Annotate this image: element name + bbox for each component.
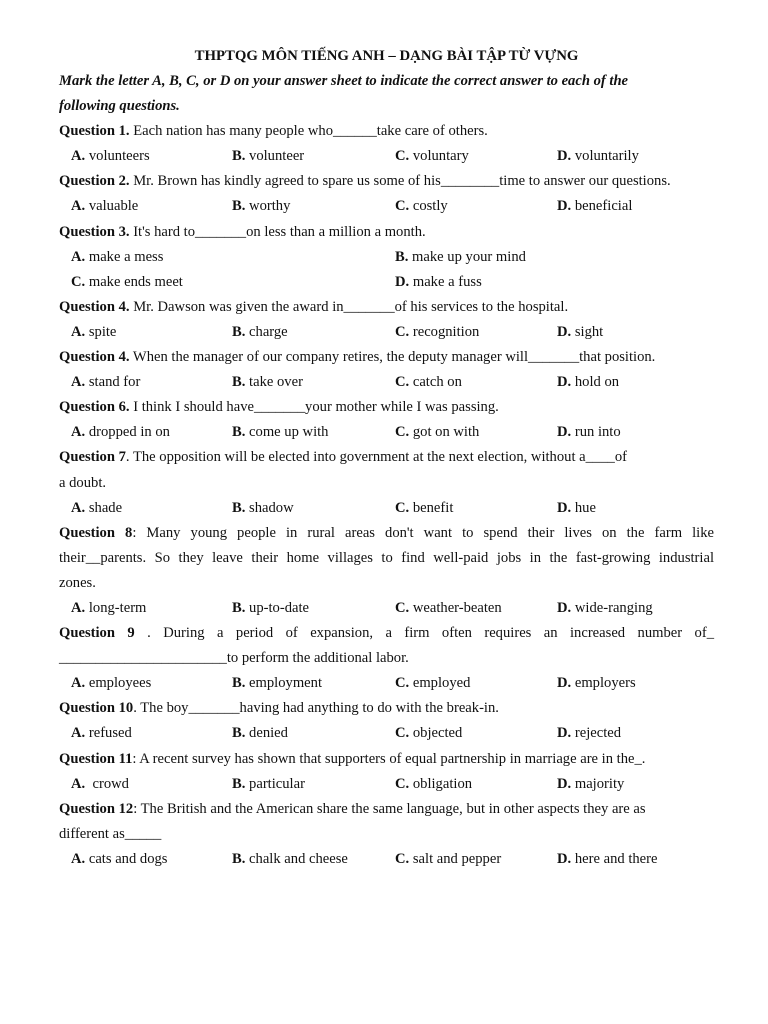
option-b: B. worthy	[232, 198, 291, 215]
option-d: D. voluntarily	[557, 148, 639, 165]
instruction-line-1: Mark the letter A, B, C, or D on your answer sheet to indicate the correct answer to each of the	[59, 73, 629, 89]
option-b: B. take over	[232, 374, 303, 391]
question-3-options-row-2	[59, 270, 714, 295]
question-8-stem-end: zones.	[59, 574, 96, 591]
question-8-stem-continued: their__parents. So they leave their home villages to find well-paid jobs in the fast-growing industrial	[59, 549, 714, 566]
option-c: C. voluntary	[395, 148, 469, 165]
question-4-stem	[59, 295, 714, 320]
question-2-stem	[59, 169, 714, 194]
option-d: D. wide-ranging	[557, 599, 653, 616]
option-d: D. rejected	[557, 725, 622, 742]
option-d: D. majority	[557, 775, 625, 792]
question-1-options	[59, 144, 714, 169]
option-c: C. got on with	[395, 424, 480, 441]
option-a: A. shade	[71, 499, 123, 516]
option-b: B. make up your mind	[395, 248, 526, 265]
question-label: Question 7	[59, 449, 126, 466]
option-c: C. costly	[395, 198, 448, 215]
question-label: Question 6.	[59, 399, 130, 416]
option-b: B. denied	[232, 725, 288, 742]
instruction-line-2: following questions.	[59, 98, 180, 115]
option-b: B. volunteer	[232, 148, 305, 165]
question-label: Question 11	[59, 750, 133, 767]
question-10-options	[59, 721, 714, 746]
question-10-stem	[59, 696, 714, 721]
option-c: C. make ends meet	[71, 273, 183, 290]
question-7-stem-continued: a doubt.	[59, 474, 107, 491]
option-b: B. come up with	[232, 424, 329, 441]
question-7-stem	[59, 445, 714, 470]
question-7-options	[59, 496, 714, 521]
question-12-stem-continued: different as_____	[59, 825, 162, 842]
question-label: Question 8	[59, 524, 133, 541]
option-a: A. dropped in on	[71, 424, 170, 441]
option-d: D. employers	[557, 675, 636, 692]
option-b: B. chalk and cheese	[232, 850, 348, 867]
option-d: D. hue	[557, 499, 596, 516]
question-label: Question 10	[59, 700, 134, 717]
option-a: A. cats and dogs	[71, 850, 168, 867]
option-c: C. benefit	[395, 499, 454, 516]
question-text: Each nation has many people who______take care of others.	[129, 123, 488, 140]
question-label: Question 12	[59, 800, 134, 817]
question-label: Question 1.	[59, 123, 130, 140]
option-c: C. salt and pepper	[395, 850, 502, 867]
question-1-stem	[59, 119, 714, 144]
option-b: B. particular	[232, 775, 305, 792]
question-label: Question 2.	[59, 173, 130, 190]
option-a: A. crowd	[71, 775, 129, 792]
option-c: C. recognition	[395, 323, 480, 340]
question-text: It's hard to_______on less than a million a month.	[129, 223, 426, 240]
question-text: Mr. Dawson was given the award in_______of his services to the hospital.	[129, 298, 569, 315]
question-text: When the manager of our company retires, the deputy manager will_______that position.	[129, 349, 656, 366]
option-c: C. weather-beaten	[395, 599, 502, 616]
question-4-options	[59, 320, 714, 345]
question-label: Question 4.	[59, 298, 130, 315]
question-11-stem	[59, 747, 714, 772]
question-9-stem-continued: _______________________to perform the additional labor.	[59, 650, 409, 667]
question-text: : The British and the American share the same language, but in other aspects they are as	[133, 800, 646, 817]
option-d: D. hold on	[557, 374, 620, 391]
question-text: I think I should have_______your mother while I was passing.	[129, 399, 499, 416]
question-9-stem	[59, 621, 714, 646]
question-9-options	[59, 671, 714, 696]
question-5-options	[59, 370, 714, 395]
question-8-stem	[59, 521, 714, 546]
question-6-options	[59, 420, 714, 445]
question-8-options	[59, 596, 714, 621]
question-text: : A recent survey has shown that supporters of equal partnership in marriage are in the_.	[132, 750, 646, 767]
option-a: A. spite	[71, 323, 117, 340]
option-a: A. stand for	[71, 374, 141, 391]
option-d: D. make a fuss	[395, 273, 482, 290]
question-11-options	[59, 772, 714, 797]
option-b: B. employment	[232, 675, 322, 692]
option-d: D. beneficial	[557, 198, 633, 215]
question-2-options	[59, 194, 714, 219]
option-b: B. shadow	[232, 499, 294, 516]
option-a: A. long-term	[71, 599, 147, 616]
option-a: A. make a mess	[71, 248, 164, 265]
question-3-options-row-1	[59, 245, 714, 270]
question-text: : Many young people in rural areas don't want to spend their lives on the farm like	[132, 524, 714, 541]
option-c: C. catch on	[395, 374, 462, 391]
option-b: B. charge	[232, 323, 288, 340]
question-label: Question 9	[59, 625, 135, 642]
page-title: THPTQG MÔN TIẾNG ANH – DẠNG BÀI TẬP TỪ VỰNG	[194, 48, 579, 64]
question-3-stem	[59, 220, 714, 245]
question-12-options	[59, 847, 714, 872]
option-a: A. valuable	[71, 198, 139, 215]
question-label: Question 4.	[59, 349, 130, 366]
option-a: A. refused	[71, 725, 132, 742]
option-d: D. here and there	[557, 850, 658, 867]
question-12-stem	[59, 797, 714, 822]
question-label: Question 3.	[59, 223, 130, 240]
option-d: D. sight	[557, 323, 604, 340]
option-c: C. employed	[395, 675, 471, 692]
question-text: . The boy_______having had anything to do with the break-in.	[133, 700, 499, 717]
question-text: . During a period of expansion, a firm often requires an increased number of_	[134, 625, 714, 642]
option-a: A. volunteers	[71, 148, 150, 165]
question-text: Mr. Brown has kindly agreed to spare us some of his________time to answer our questions.	[129, 173, 671, 190]
question-text: . The opposition will be elected into government at the next election, without a____of	[125, 449, 627, 466]
option-a: A. employees	[71, 675, 152, 692]
option-d: D. run into	[557, 424, 621, 441]
option-b: B. up-to-date	[232, 599, 310, 616]
option-c: C. objected	[395, 725, 463, 742]
question-6-stem	[59, 395, 714, 420]
worksheet-page	[59, 44, 714, 872]
option-c: C. obligation	[395, 775, 473, 792]
question-5-stem	[59, 345, 714, 370]
